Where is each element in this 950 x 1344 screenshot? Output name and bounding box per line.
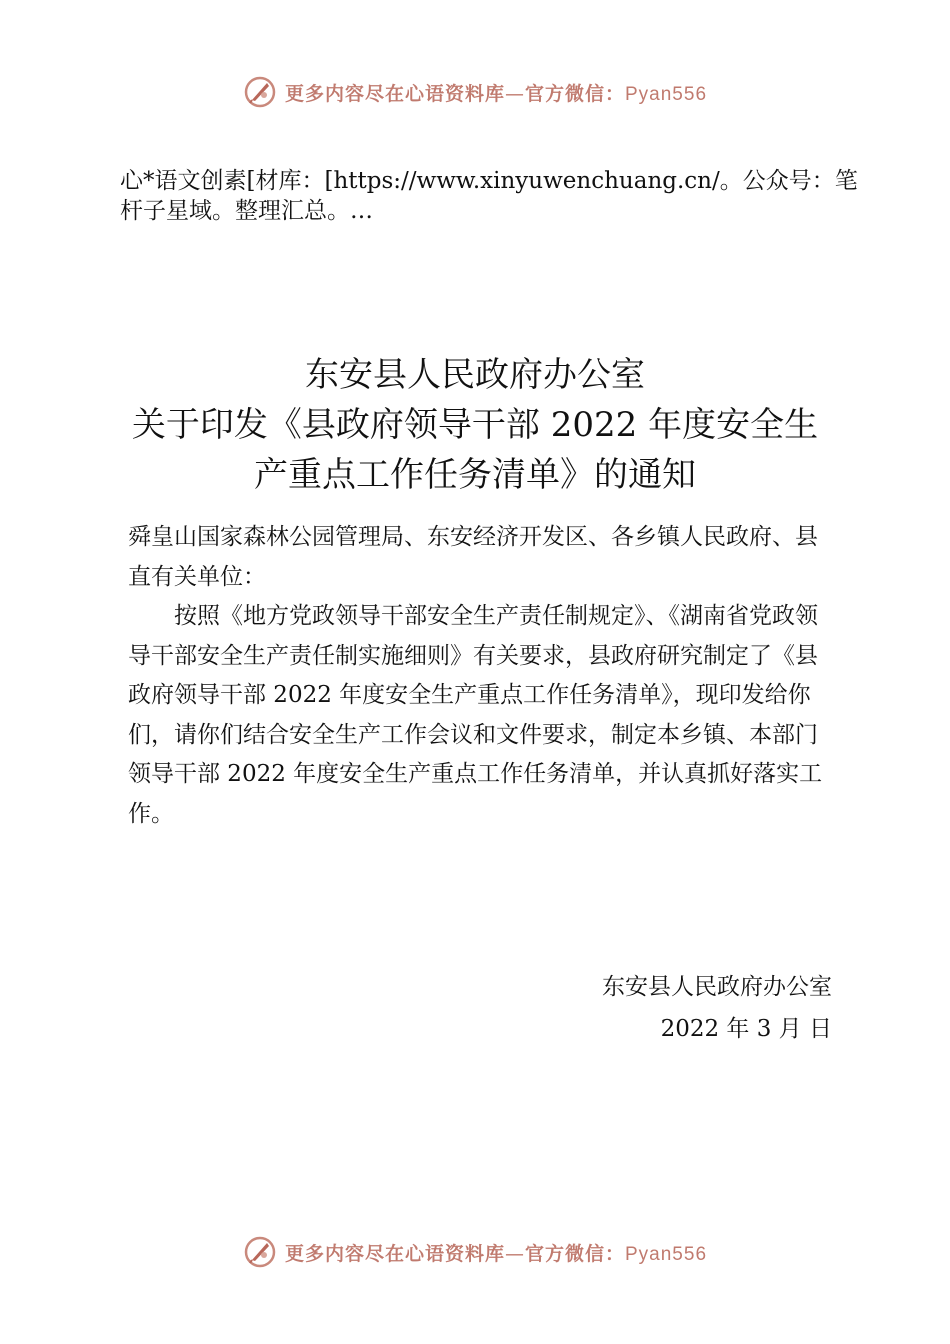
header-banner (0, 72, 950, 112)
source-note: 心*语文创素[材库：[https://www.xinyuwenchuang.cn/。公众号：笔杆子星域。整理汇总。… (120, 168, 858, 224)
banner-text: 更多内容尽在心语资料库—官方微信：Pyan556 (284, 1242, 708, 1265)
title-line-3: 产重点工作任务清单》的通知 (254, 455, 696, 495)
title-line-1: 东安县人民政府办公室 (305, 355, 645, 395)
banner-text: 更多内容尽在心语资料库—官方微信：Pyan556 (284, 82, 708, 105)
issue-date: 2022 年 3 月 日 (660, 1016, 832, 1042)
issuer: 东安县人民政府办公室 (602, 974, 832, 1000)
quill-seal-icon (243, 75, 277, 109)
signature-block (602, 966, 832, 1050)
recipients: 舜皇山国家森林公园管理局、东安经济开发区、各乡镇人民政府、县直有关单位： (128, 524, 818, 590)
document-body (128, 518, 828, 834)
quill-seal-icon (243, 1235, 277, 1269)
title-line-2: 关于印发《县政府领导干部 2022 年度安全生 (131, 405, 819, 445)
footer-banner (0, 1232, 950, 1272)
document-title (110, 350, 840, 500)
body-paragraph: 按照《地方党政领导干部安全生产责任制规定》、《湖南省党政领导干部安全生产责任制实施细则》有关要求，县政府研究制定了《县政府领导干部 2022 年度安全生产重点工作任务清单》，现印发给你们，请你们结合安全生产工作会议和文件要求，制定本乡镇、本部门领导干部 2022 年度安全生产重点工作任务清单，并认真抓好落实工作。 (128, 603, 823, 827)
